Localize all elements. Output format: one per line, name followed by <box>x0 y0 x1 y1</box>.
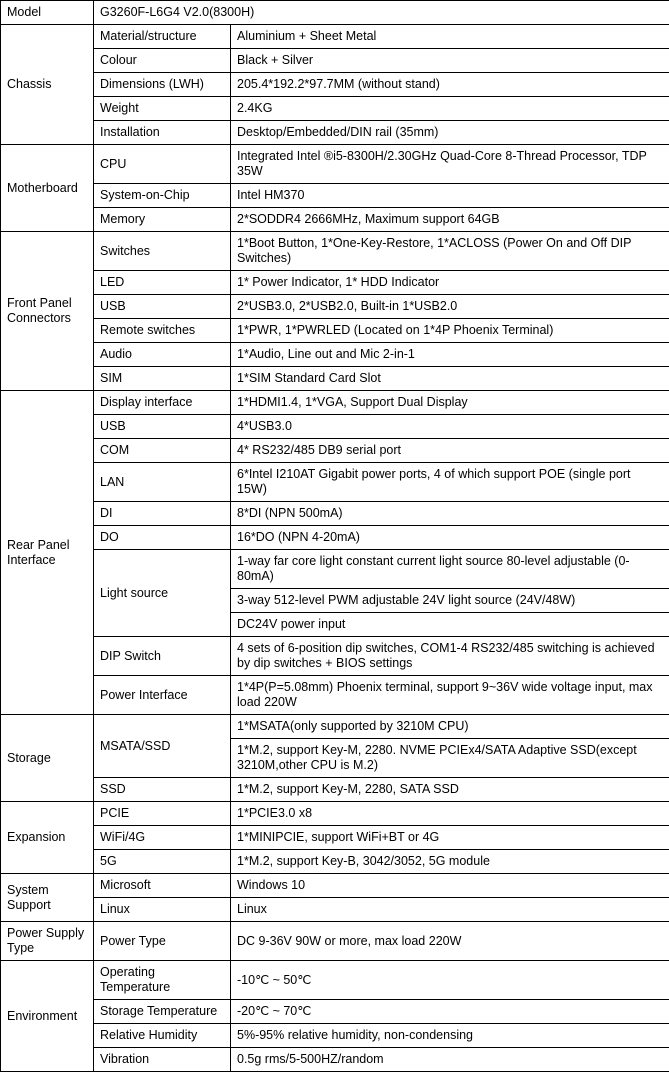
label-cell: Microsoft <box>94 874 231 898</box>
category-cell: Chassis <box>1 25 94 145</box>
value-cell: 1*PCIE3.0 x8 <box>231 802 669 826</box>
value-cell: Aluminium + Sheet Metal <box>231 25 669 49</box>
label-cell: DO <box>94 526 231 550</box>
category-cell: Rear Panel Interface <box>1 391 94 715</box>
table-row <box>1 208 669 232</box>
value-cell: 1*HDMI1.4, 1*VGA, Support Dual Display <box>231 391 669 415</box>
value-cell: 1*M.2, support Key-B, 3042/3052, 5G module <box>231 850 669 874</box>
label-cell: MSATA/SSD <box>94 715 231 778</box>
table-row <box>1 145 669 184</box>
label-cell: SSD <box>94 778 231 802</box>
value-cell: 6*Intel I210AT Gigabit power ports, 4 of which support POE (single port 15W) <box>231 463 669 502</box>
label-cell: PCIE <box>94 802 231 826</box>
label-cell: SIM <box>94 367 231 391</box>
table-row <box>1 637 669 676</box>
value-cell: G3260F-L6G4 V2.0(8300H) <box>94 1 669 25</box>
table-row <box>1 922 669 961</box>
table-row <box>1 367 669 391</box>
value-cell: 1*MINIPCIE, support WiFi+BT or 4G <box>231 826 669 850</box>
label-cell: System-on-Chip <box>94 184 231 208</box>
table-row <box>1 526 669 550</box>
value-cell: 8*DI (NPN 500mA) <box>231 502 669 526</box>
table-row <box>1 295 669 319</box>
table-row <box>1 1048 669 1072</box>
table-row <box>1 715 669 739</box>
table-row <box>1 391 669 415</box>
value-cell: Desktop/Embedded/DIN rail (35mm) <box>231 121 669 145</box>
value-cell: -10℃ ~ 50℃ <box>231 961 669 1000</box>
value-cell: 4* RS232/485 DB9 serial port <box>231 439 669 463</box>
label-cell: COM <box>94 439 231 463</box>
label-cell: Weight <box>94 97 231 121</box>
table-row <box>1 850 669 874</box>
label-cell: DIP Switch <box>94 637 231 676</box>
category-cell: Storage <box>1 715 94 802</box>
value-cell: 1*SIM Standard Card Slot <box>231 367 669 391</box>
label-cell: Display interface <box>94 391 231 415</box>
category-cell: Environment <box>1 961 94 1072</box>
table-row <box>1 415 669 439</box>
label-cell: Material/structure <box>94 25 231 49</box>
label-cell: USB <box>94 415 231 439</box>
category-cell: Motherboard <box>1 145 94 232</box>
label-cell: Relative Humidity <box>94 1024 231 1048</box>
value-cell: 16*DO (NPN 4-20mA) <box>231 526 669 550</box>
table-row <box>1 502 669 526</box>
value-cell: 0.5g rms/5-500HZ/random <box>231 1048 669 1072</box>
category-cell: Model <box>1 1 94 25</box>
category-cell: Power Supply Type <box>1 922 94 961</box>
value-cell: 4 sets of 6-position dip switches, COM1-4 RS232/485 switching is achieved by dip switches + BIOS settings <box>231 637 669 676</box>
label-cell: Storage Temperature <box>94 1000 231 1024</box>
table-row <box>1 778 669 802</box>
label-cell: Audio <box>94 343 231 367</box>
value-cell: 1*Boot Button, 1*One-Key-Restore, 1*ACLOSS (Power On and Off DIP Switches) <box>231 232 669 271</box>
value-cell: 1*M.2, support Key-M, 2280, SATA SSD <box>231 778 669 802</box>
label-cell: Switches <box>94 232 231 271</box>
table-row <box>1 49 669 73</box>
table-row <box>1 961 669 1000</box>
label-cell: Memory <box>94 208 231 232</box>
table-row <box>1 343 669 367</box>
value-cell: 205.4*192.2*97.7MM (without stand) <box>231 73 669 97</box>
value-cell: -20℃ ~ 70℃ <box>231 1000 669 1024</box>
value-cell: Black + Silver <box>231 49 669 73</box>
table-row <box>1 550 669 589</box>
table-row <box>1 121 669 145</box>
value-cell: DC 9-36V 90W or more, max load 220W <box>231 922 669 961</box>
label-cell: LED <box>94 271 231 295</box>
table-row <box>1 184 669 208</box>
label-cell: Operating Temperature <box>94 961 231 1000</box>
value-cell: 1-way far core light constant current light source 80-level adjustable (0-80mA) <box>231 550 669 589</box>
value-cell: 2*USB3.0, 2*USB2.0, Built-in 1*USB2.0 <box>231 295 669 319</box>
table-row <box>1 271 669 295</box>
value-cell: 1*MSATA(only supported by 3210M CPU) <box>231 715 669 739</box>
table-row <box>1 676 669 715</box>
label-cell: WiFi/4G <box>94 826 231 850</box>
value-cell: Intel HM370 <box>231 184 669 208</box>
label-cell: Linux <box>94 898 231 922</box>
value-cell: 1* Power Indicator, 1* HDD Indicator <box>231 271 669 295</box>
value-cell: Integrated Intel ®i5-8300H/2.30GHz Quad-Core 8-Thread Processor, TDP 35W <box>231 145 669 184</box>
value-cell: 2.4KG <box>231 97 669 121</box>
value-cell: 1*PWR, 1*PWRLED (Located on 1*4P Phoenix Terminal) <box>231 319 669 343</box>
label-cell: Installation <box>94 121 231 145</box>
value-cell: 5%-95% relative humidity, non-condensing <box>231 1024 669 1048</box>
table-row <box>1 232 669 271</box>
label-cell: Light source <box>94 550 231 637</box>
label-cell: 5G <box>94 850 231 874</box>
label-cell: Dimensions (LWH) <box>94 73 231 97</box>
value-cell: 1*Audio, Line out and Mic 2-in-1 <box>231 343 669 367</box>
table-row <box>1 319 669 343</box>
label-cell: USB <box>94 295 231 319</box>
category-cell: Front Panel Connectors <box>1 232 94 391</box>
table-row <box>1 874 669 898</box>
table-row <box>1 73 669 97</box>
value-cell: Windows 10 <box>231 874 669 898</box>
value-cell: 2*SODDR4 2666MHz, Maximum support 64GB <box>231 208 669 232</box>
spec-table-body <box>1 1 669 1072</box>
table-row <box>1 97 669 121</box>
label-cell: Power Type <box>94 922 231 961</box>
value-cell: Linux <box>231 898 669 922</box>
label-cell: CPU <box>94 145 231 184</box>
value-cell: 4*USB3.0 <box>231 415 669 439</box>
label-cell: Remote switches <box>94 319 231 343</box>
label-cell: Power Interface <box>94 676 231 715</box>
table-row <box>1 25 669 49</box>
category-cell: System Support <box>1 874 94 922</box>
table-row <box>1 463 669 502</box>
table-row <box>1 826 669 850</box>
table-row <box>1 1024 669 1048</box>
value-cell: 3-way 512-level PWM adjustable 24V light source (24V/48W) <box>231 589 669 613</box>
label-cell: LAN <box>94 463 231 502</box>
value-cell: 1*M.2, support Key-M, 2280. NVME PCIEx4/SATA Adaptive SSD(except 3210M,other CPU is M.2) <box>231 739 669 778</box>
category-cell: Expansion <box>1 802 94 874</box>
table-row <box>1 898 669 922</box>
table-row <box>1 439 669 463</box>
label-cell: DI <box>94 502 231 526</box>
value-cell: 1*4P(P=5.08mm) Phoenix terminal, support 9~36V wide voltage input, max load 220W <box>231 676 669 715</box>
label-cell: Vibration <box>94 1048 231 1072</box>
label-cell: Colour <box>94 49 231 73</box>
table-row <box>1 1000 669 1024</box>
table-row <box>1 802 669 826</box>
table-row <box>1 1 669 25</box>
value-cell: DC24V power input <box>231 613 669 637</box>
